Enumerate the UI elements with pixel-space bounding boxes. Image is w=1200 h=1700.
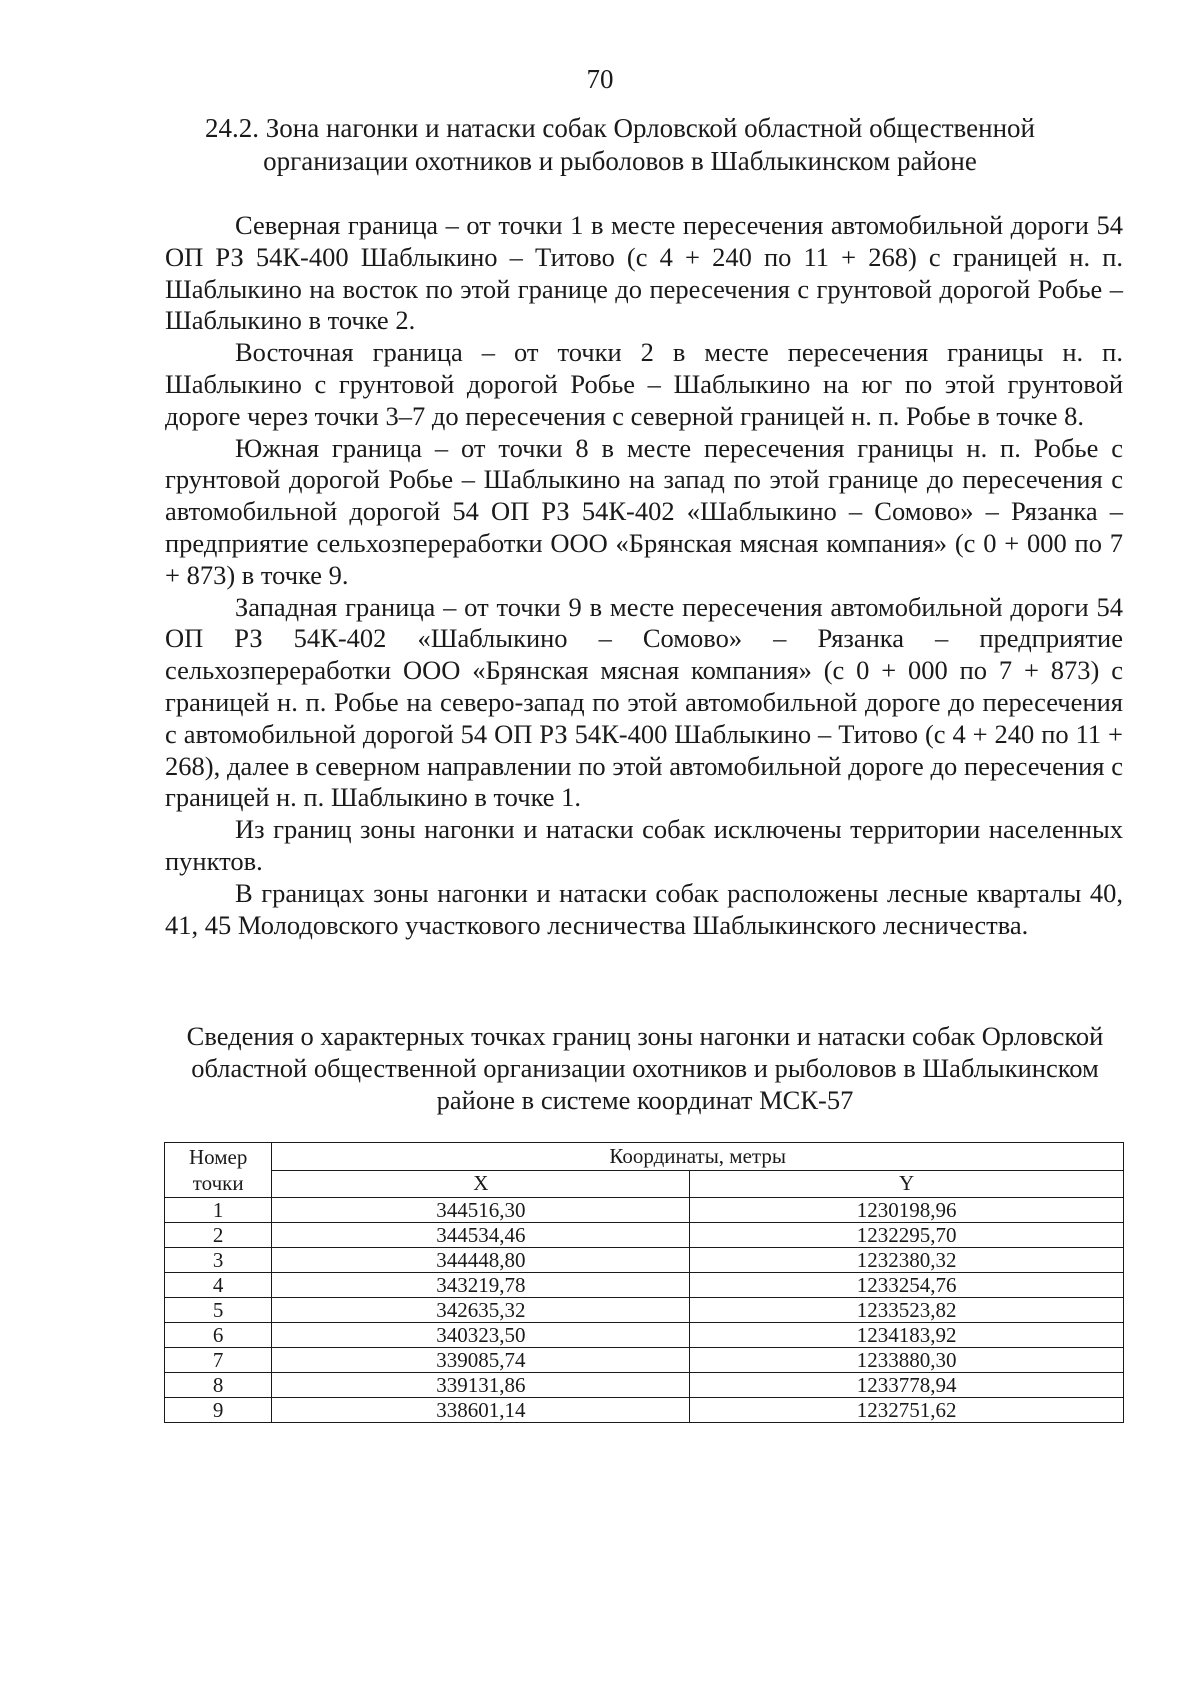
cell-x: 344448,80 <box>272 1248 690 1273</box>
table-row <box>165 1323 1124 1348</box>
cell-x: 338601,14 <box>272 1398 690 1423</box>
cell-y: 1233523,82 <box>690 1298 1124 1323</box>
body-text <box>165 210 1123 941</box>
cell-x: 340323,50 <box>272 1323 690 1348</box>
paragraph-forest-quarters: В границах зоны нагонки и натаски собак расположены лесные кварталы 40, 41, 45 Молодовского участкового лесничества Шаблыкинского лесничества. <box>165 877 1123 940</box>
cell-point-number: 3 <box>165 1248 272 1273</box>
cell-x: 344534,46 <box>272 1223 690 1248</box>
header-point-number-line2: точки <box>192 1171 244 1195</box>
cell-x: 342635,32 <box>272 1298 690 1323</box>
table-row <box>165 1298 1124 1323</box>
cell-point-number: 4 <box>165 1273 272 1298</box>
cell-point-number: 5 <box>165 1298 272 1323</box>
paragraph-exclusions: Из границ зоны нагонки и натаски собак исключены территории населенных пунктов. <box>165 814 1123 876</box>
header-point-number <box>165 1143 272 1198</box>
paragraph-west-boundary: Западная граница – от точки 9 в месте пересечения автомобильной дороги 54 ОП РЗ 54К-402 «Шаблыкино – Сомово» – Рязанка – предприятие сельхозпереработки ООО «Брянская мясная компания» (с 0 + 000 по 7 + 873) с границей н. п. Робье на северо-запад по этой автомобильной дороге до пересечения с автомобильной дорогой 54 ОП РЗ 54К-400 Шаблыкино – Титово (с 4 + 240 по 11 + 268), далее в северном направлении по этой автомобильной дороге до пересечения с границей н. п. Шаблыкино в точке 1. <box>165 591 1123 813</box>
table-row <box>165 1398 1124 1423</box>
coordinates-table <box>164 1142 1124 1423</box>
cell-y: 1233254,76 <box>690 1273 1124 1298</box>
cell-y: 1232380,32 <box>690 1248 1124 1273</box>
cell-y: 1234183,92 <box>690 1323 1124 1348</box>
cell-y: 1232295,70 <box>690 1223 1124 1248</box>
cell-x: 344516,30 <box>272 1198 690 1223</box>
section-title: 24.2. Зона нагонки и натаски собак Орловской областной общественной организации охотников и рыболовов в Шаблыкинском районе <box>205 113 1035 176</box>
cell-point-number: 6 <box>165 1323 272 1348</box>
table-caption: Сведения о характерных точках границ зоны нагонки и натаски собак Орловской областной общественной организации охотников и рыболовов в Шаблыкинском районе в системе координат МСК-57 <box>186 1021 1104 1115</box>
cell-x: 343219,78 <box>272 1273 690 1298</box>
cell-y: 1232751,62 <box>690 1398 1124 1423</box>
paragraph-east-boundary: Восточная граница – от точки 2 в месте пересечения границы н. п. Шаблыкино с грунтовой дорогой Робье – Шаблыкино на юг по этой грунтовой дороге через точки 3–7 до пересечения с северной границей н. п. Робье в точке 8. <box>165 337 1123 431</box>
header-coordinates: Координаты, метры <box>272 1143 1124 1171</box>
paragraph-north-boundary: Северная граница – от точки 1 в месте пересечения автомобильной дороги 54 ОП РЗ 54К-400 Шаблыкино – Титово (с 4 + 240 по 11 + 268) с границей н. п. Шаблыкино на восток по этой границе до пересечения с грунтовой дорогой Робье – Шаблыкино в точке 2. <box>165 210 1123 336</box>
table-row <box>165 1248 1124 1273</box>
cell-y: 1233880,30 <box>690 1348 1124 1373</box>
table-row <box>165 1348 1124 1373</box>
cell-point-number: 7 <box>165 1348 272 1373</box>
table-header-row <box>165 1143 1124 1171</box>
cell-point-number: 2 <box>165 1223 272 1248</box>
cell-y: 1233778,94 <box>690 1373 1124 1398</box>
table-row <box>165 1223 1124 1248</box>
cell-x: 339085,74 <box>272 1348 690 1373</box>
cell-point-number: 9 <box>165 1398 272 1423</box>
table-row <box>165 1373 1124 1398</box>
paragraph-south-boundary: Южная граница – от точки 8 в месте пересечения границы н. п. Робье с грунтовой дорогой Робье – Шаблыкино на запад по этой границе до пересечения с автомобильной дорогой 54 ОП РЗ 54К-402 «Шаблыкино – Сомово» – Рязанка – предприятие сельхозпереработки ООО «Брянская мясная компания» (с 0 + 000 по 7 + 873) в точке 9. <box>165 432 1123 590</box>
header-point-number-line1: Номер <box>188 1145 248 1169</box>
cell-x: 339131,86 <box>272 1373 690 1398</box>
table-subheader-row <box>165 1170 1124 1198</box>
table-row <box>165 1198 1124 1223</box>
page-number: 70 <box>586 64 614 94</box>
header-x: X <box>272 1170 690 1198</box>
cell-point-number: 8 <box>165 1373 272 1398</box>
cell-y: 1230198,96 <box>690 1198 1124 1223</box>
cell-point-number: 1 <box>165 1198 272 1223</box>
header-y: Y <box>690 1170 1124 1198</box>
table-row <box>165 1273 1124 1298</box>
